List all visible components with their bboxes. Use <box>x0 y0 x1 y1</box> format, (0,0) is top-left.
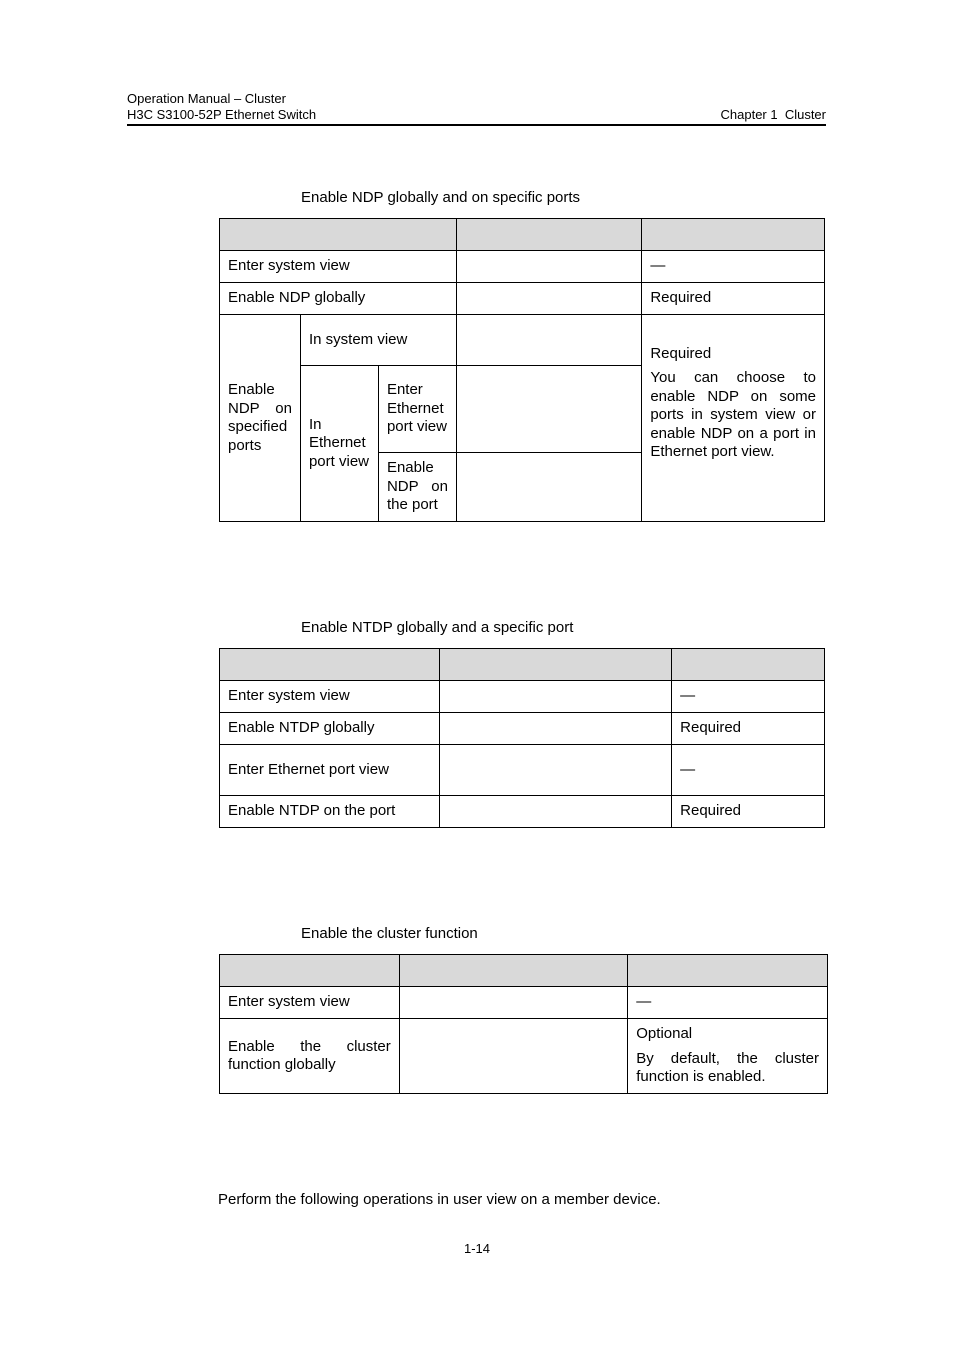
table-row <box>220 713 825 745</box>
command-cell <box>439 713 672 745</box>
operation-cell: Enable the cluster function globally <box>220 1019 400 1094</box>
table-row <box>220 681 825 713</box>
command-cell <box>456 283 641 315</box>
table-row <box>220 283 825 315</box>
command-cell <box>456 251 641 283</box>
table-row <box>220 315 825 366</box>
remark-cell: — <box>672 681 825 713</box>
header-cell <box>220 649 440 681</box>
header-cell <box>456 219 641 251</box>
sub-operation-cell: In Ethernet port view <box>300 366 378 522</box>
remark-text: By default, the cluster function is enabled. <box>636 1049 819 1086</box>
header-manual-title: Operation Manual – Cluster <box>127 91 286 106</box>
operation-cell: Enable NDP on specified ports <box>220 315 301 522</box>
table3-caption: Enable the cluster function <box>301 925 478 942</box>
table-row <box>220 745 825 796</box>
table2-caption: Enable NTDP globally and a specific port <box>301 619 574 636</box>
table-header-row <box>220 649 825 681</box>
header-product-name: H3C S3100-52P Ethernet Switch <box>127 107 317 122</box>
command-cell <box>439 681 672 713</box>
command-cell <box>456 453 641 522</box>
command-cell <box>439 745 672 796</box>
remark-cell: Required <box>642 283 825 315</box>
header-cell <box>439 649 672 681</box>
remark-title: Required <box>650 344 712 362</box>
remark-cell <box>628 1019 828 1094</box>
operation-cell: Enable NTDP on the port <box>220 796 440 828</box>
table-row <box>220 796 825 828</box>
command-cell <box>399 987 628 1019</box>
operation-cell: Enter Ethernet port view <box>220 745 440 796</box>
command-cell <box>456 315 641 366</box>
table-row <box>220 987 828 1019</box>
header-chapter: Chapter 1 Cluster <box>720 107 826 122</box>
table-header-row <box>220 219 825 251</box>
table-row <box>220 251 825 283</box>
cluster-table <box>219 954 828 1094</box>
header-cell <box>642 219 825 251</box>
remark-text: You can choose to enable NDP on some ports in system view or enable NDP on a port in Ethernet port view. <box>650 369 816 460</box>
table-header-row <box>220 955 828 987</box>
table1-caption: Enable NDP globally and on specific ports <box>301 189 581 206</box>
header-cell <box>672 649 825 681</box>
ntdp-table <box>219 648 825 828</box>
step-cell: Enable NDP on the port <box>378 453 456 522</box>
body-paragraph: Perform the following operations in user view on a member device. <box>218 1191 661 1208</box>
remark-title: Optional <box>636 1025 693 1043</box>
table-row <box>220 1019 828 1094</box>
operation-cell: Enable NTDP globally <box>220 713 440 745</box>
command-cell <box>456 366 641 453</box>
remark-cell: Required <box>672 713 825 745</box>
step-cell: Enter Ethernet port view <box>378 366 456 453</box>
operation-cell: Enter system view <box>220 681 440 713</box>
operation-cell: Enable NDP globally <box>220 283 457 315</box>
header-cell <box>220 955 400 987</box>
header-rule <box>127 124 826 126</box>
ndp-table <box>219 218 825 522</box>
operation-cell: Enter system view <box>220 987 400 1019</box>
command-cell <box>399 1019 628 1094</box>
remark-cell: — <box>672 745 825 796</box>
command-cell <box>439 796 672 828</box>
header-cell <box>220 219 457 251</box>
remark-cell: — <box>642 251 825 283</box>
header-cell <box>628 955 828 987</box>
remark-cell <box>642 315 825 522</box>
sub-operation-cell: In system view <box>300 315 456 366</box>
remark-cell: — <box>628 987 828 1019</box>
remark-cell: Required <box>672 796 825 828</box>
operation-cell: Enter system view <box>220 251 457 283</box>
page-number: 1-14 <box>463 1241 491 1256</box>
header-cell <box>399 955 628 987</box>
